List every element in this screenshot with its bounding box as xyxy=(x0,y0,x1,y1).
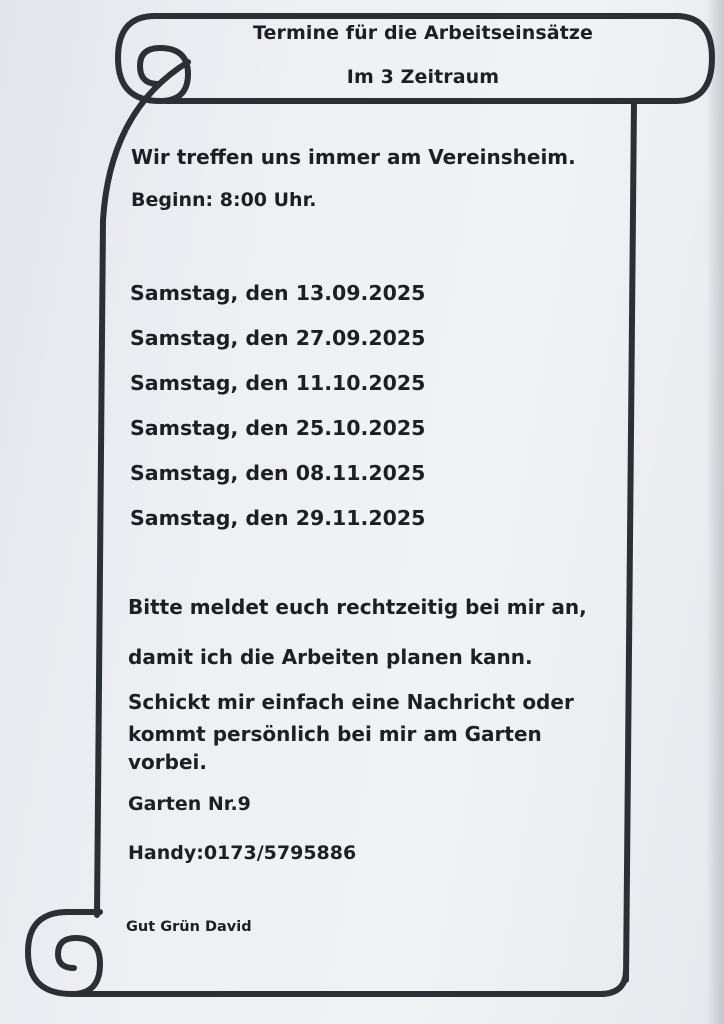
scroll-right-edge xyxy=(626,101,634,980)
start-time-text: Beginn: 8:00 Uhr. xyxy=(131,189,317,211)
date-item: Samstag, den 27.09.2025 xyxy=(130,326,426,350)
title-line-1: Termine für die Arbeitseinsätze xyxy=(252,22,594,44)
message-line: vorbei. xyxy=(128,750,207,774)
message-line: Bitte meldet euch rechtzeitig bei mir an, xyxy=(128,595,587,619)
signature-text: Gut Grün David xyxy=(126,919,252,935)
date-list xyxy=(130,281,425,551)
date-item: Samstag, den 29.11.2025 xyxy=(130,506,426,530)
scroll-bottom-curl xyxy=(28,912,100,994)
message-line: kommt persönlich bei mir am Garten xyxy=(128,722,542,746)
phone-number: Handy:0173/5795886 xyxy=(128,842,357,864)
date-item: Samstag, den 25.10.2025 xyxy=(130,416,426,440)
garden-number: Garten Nr.9 xyxy=(128,793,251,815)
message-line: Schickt mir einfach eine Nachricht oder xyxy=(128,690,574,714)
message-line: damit ich die Arbeiten planen kann. xyxy=(128,645,533,669)
date-item: Samstag, den 08.11.2025 xyxy=(130,461,426,485)
date-item: Samstag, den 11.10.2025 xyxy=(130,371,426,395)
title-line-2: Im 3 Zeitraum xyxy=(346,66,500,88)
date-item: Samstag, den 13.09.2025 xyxy=(130,281,426,305)
meeting-place-text: Wir treffen uns immer am Vereinsheim. xyxy=(131,145,576,169)
